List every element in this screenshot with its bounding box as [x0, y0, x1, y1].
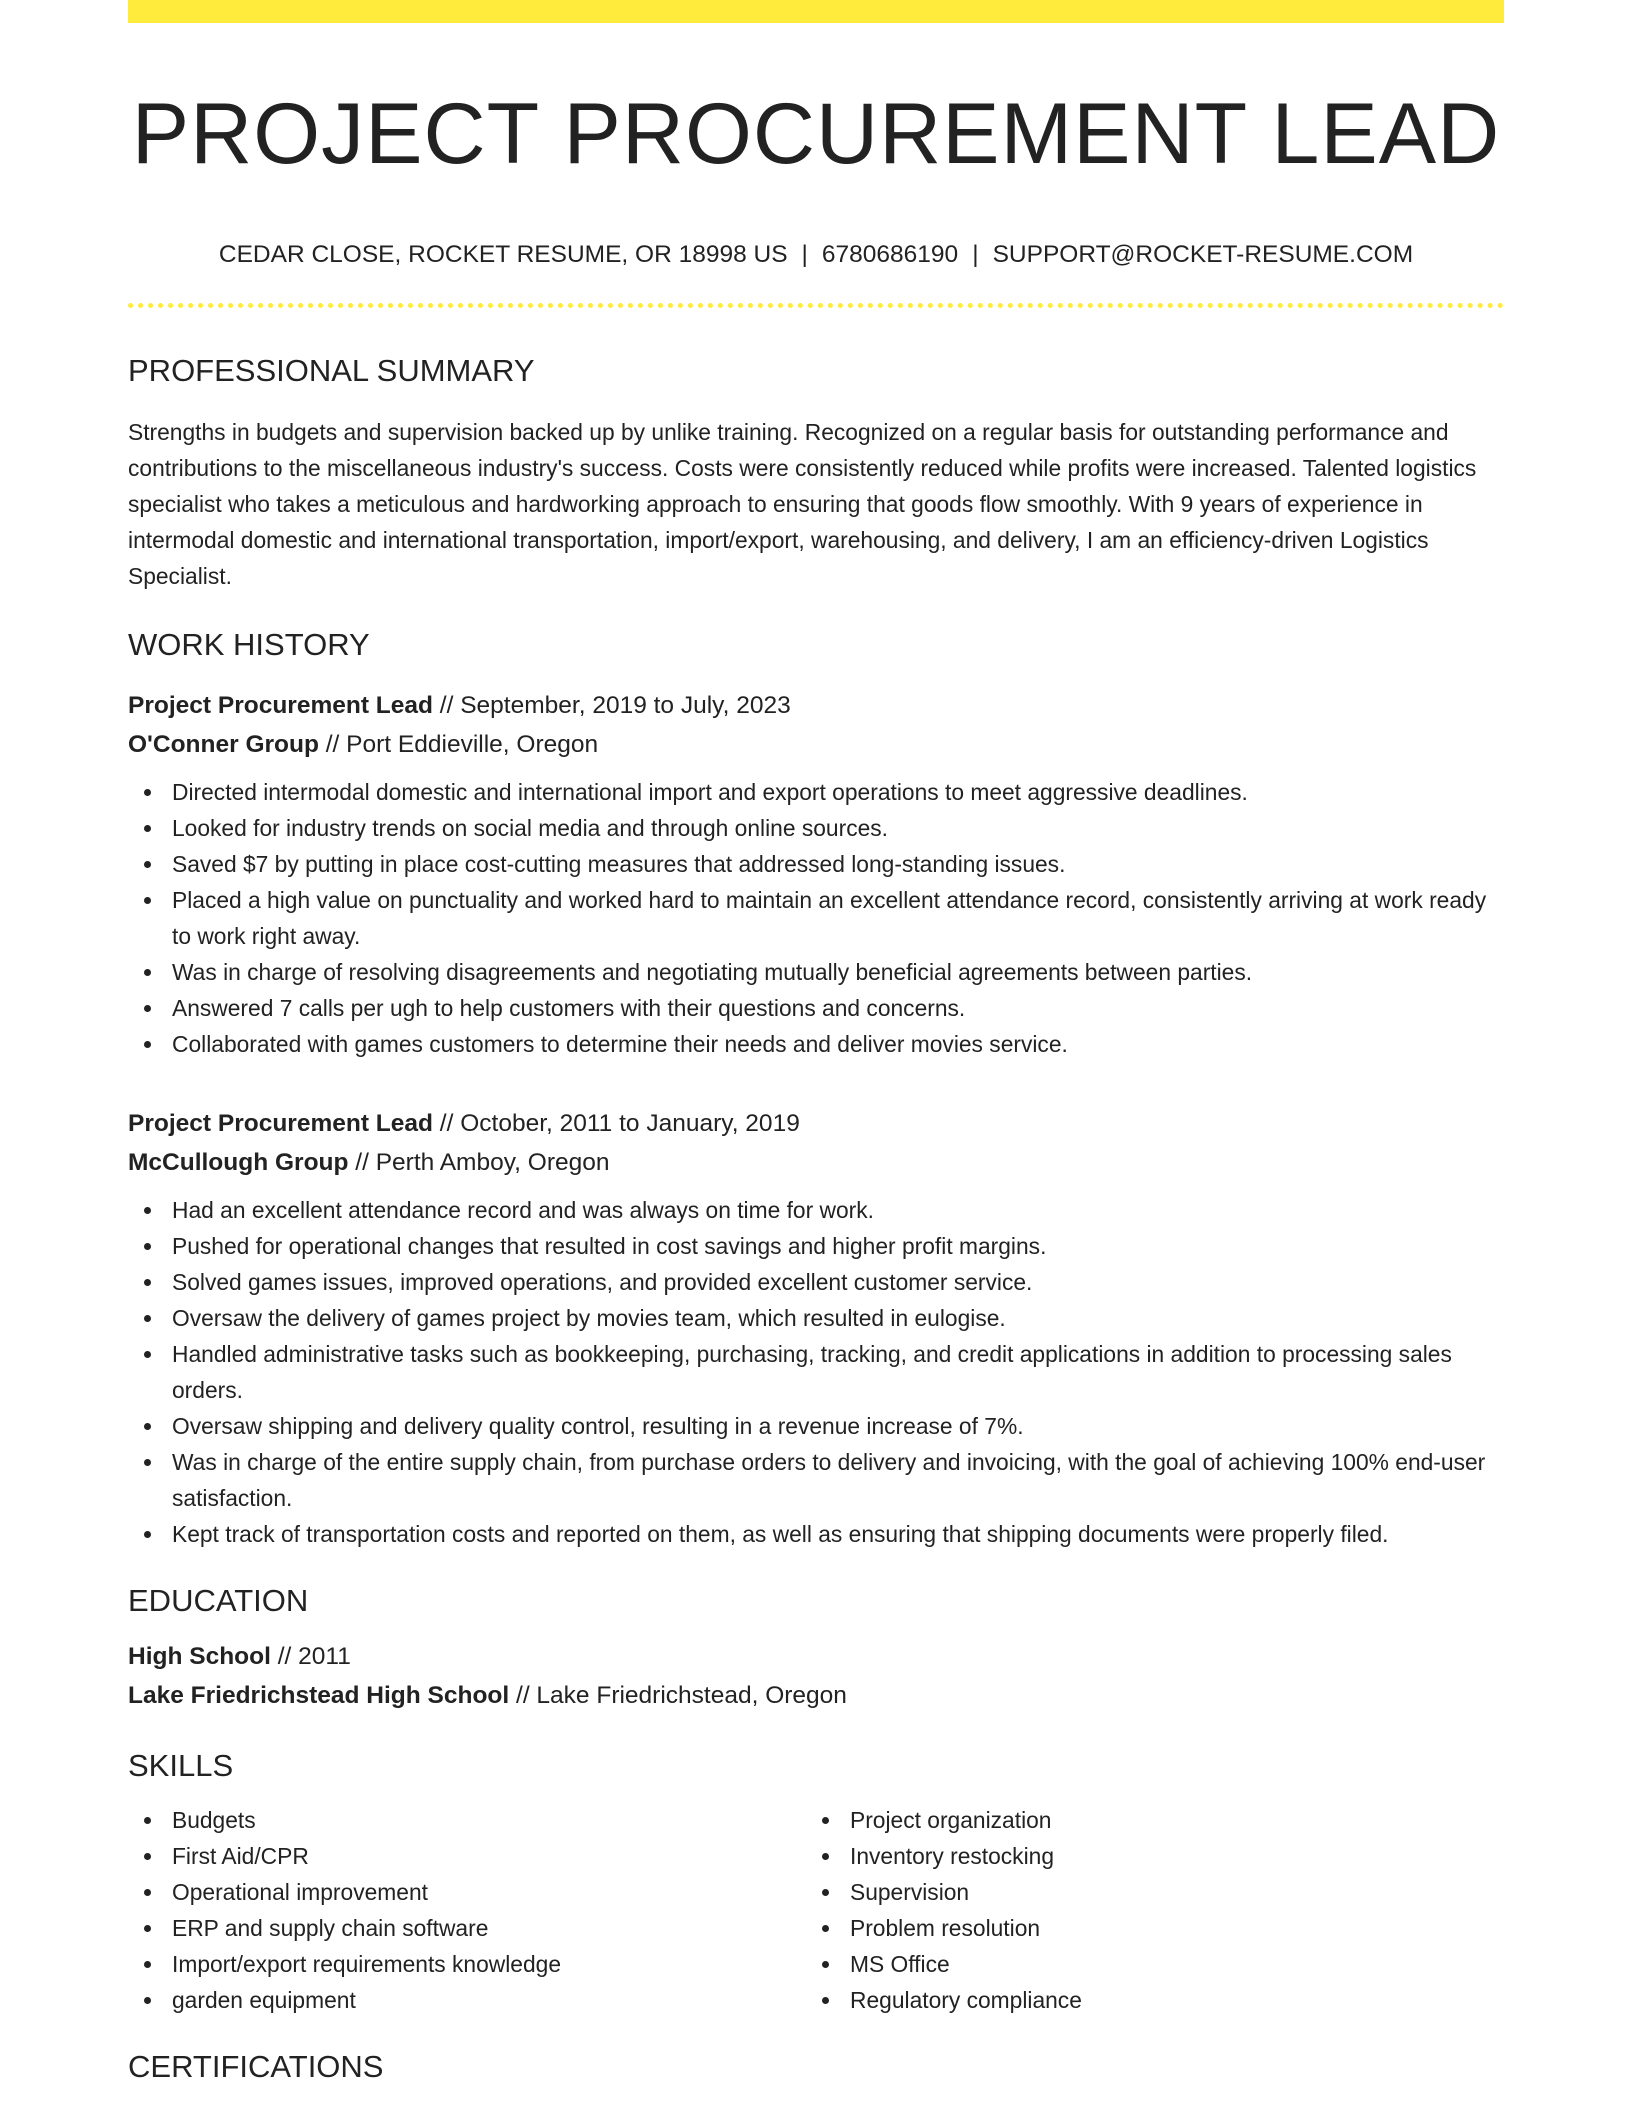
skill-item: Regulatory compliance	[850, 1982, 1484, 2018]
skill-item: garden equipment	[172, 1982, 806, 2018]
job-bullet: Kept track of transportation costs and reported on them, as well as ensuring that shipping documents were properly filed.	[172, 1516, 1504, 1552]
skill-item: Project organization	[850, 1802, 1484, 1838]
job-company-line	[128, 725, 1504, 764]
skills-list-left	[128, 1802, 806, 2018]
job-location: // Perth Amboy, Oregon	[348, 1148, 610, 1176]
education-degree: High School	[128, 1642, 271, 1670]
job-bullet: Saved $7 by putting in place cost-cutting measures that addressed long-standing issues.	[172, 846, 1504, 882]
job-role-line	[128, 686, 1504, 725]
summary-heading: PROFESSIONAL SUMMARY	[128, 353, 535, 389]
resume-page	[128, 0, 1504, 2085]
education-year: // 2011	[270, 1642, 351, 1670]
summary-text: Strengths in budgets and supervision backed up by unlike training. Recognized on a regular basis for outstanding performance and contributions to the miscellaneous industry's success. Costs were consistently reduced while profits were increased. Talented logistics specialist who takes a meticulous and hardworking approach to ensuring that goods flow smoothly. With 9 years of experience in intermodal domestic and international transportation, import/export, warehousing, and delivery, I am an efficiency-driven Logistics Specialist.	[128, 419, 1477, 590]
skill-item: MS Office	[850, 1946, 1484, 1982]
job-bullet: Was in charge of the entire supply chain, from purchase orders to delivery and invoicing, with the goal of achieving 100% end-user satisfaction.	[172, 1444, 1504, 1516]
contact-phone: 6780686190	[821, 240, 959, 268]
job-bullet: Collaborated with games customers to determine their needs and deliver movies service.	[172, 1026, 1504, 1062]
job-bullet: Oversaw shipping and delivery quality control, resulting in a revenue increase of 7%.	[172, 1408, 1504, 1444]
top-accent-bar	[128, 0, 1504, 23]
job-bullet: Oversaw the delivery of games project by movies team, which resulted in eulogise.	[172, 1300, 1504, 1336]
job-bullet: Directed intermodal domestic and international import and export operations to meet aggressive deadlines.	[172, 774, 1504, 810]
skill-item: Inventory restocking	[850, 1838, 1484, 1874]
skill-item: Import/export requirements knowledge	[172, 1946, 806, 1982]
education-degree-line	[128, 1637, 1504, 1676]
job-role: Project Procurement Lead	[128, 1109, 433, 1137]
skills-list-right	[806, 1802, 1484, 2018]
education-school-line	[128, 1676, 1504, 1715]
job-role: Project Procurement Lead	[128, 691, 433, 719]
skills-columns	[128, 1802, 1504, 2018]
contact-separator: |	[972, 240, 979, 268]
job-bullet: Solved games issues, improved operations, and provided excellent customer service.	[172, 1264, 1504, 1300]
job-bullet: Answered 7 calls per ugh to help customers with their questions and concerns.	[172, 990, 1504, 1026]
skills-heading: SKILLS	[128, 1747, 234, 1783]
certifications-heading: CERTIFICATIONS	[128, 2049, 384, 2085]
job-bullet: Handled administrative tasks such as bookkeeping, purchasing, tracking, and credit applications in addition to processing sales orders.	[172, 1336, 1504, 1408]
job-company-line	[128, 1143, 1504, 1182]
contact-line	[128, 240, 1504, 269]
skill-item: ERP and supply chain software	[172, 1910, 806, 1946]
job-entry	[128, 686, 1504, 1062]
work-history-heading: WORK HISTORY	[128, 627, 370, 663]
job-bullet: Pushed for operational changes that resulted in cost savings and higher profit margins.	[172, 1228, 1504, 1264]
education-entry	[128, 1637, 1504, 1715]
job-bullet: Looked for industry trends on social media and through online sources.	[172, 810, 1504, 846]
job-company: O'Conner Group	[128, 730, 319, 758]
job-bullet-list	[128, 774, 1504, 1062]
skill-item: Operational improvement	[172, 1874, 806, 1910]
job-bullet: Placed a high value on punctuality and worked hard to maintain an excellent attendance record, consistently arriving at work ready to work right away.	[172, 882, 1504, 954]
job-entry	[128, 1104, 1504, 1552]
skill-item: Problem resolution	[850, 1910, 1484, 1946]
education-location: // Lake Friedrichstead, Oregon	[509, 1681, 847, 1709]
contact-address: CEDAR CLOSE, ROCKET RESUME, OR 18998 US	[218, 240, 788, 268]
job-location: // Port Eddieville, Oregon	[318, 730, 599, 758]
job-company: McCullough Group	[128, 1148, 349, 1176]
education-heading: EDUCATION	[128, 1582, 309, 1618]
skill-item: First Aid/CPR	[172, 1838, 806, 1874]
dotted-divider	[128, 303, 1504, 308]
skill-item: Budgets	[172, 1802, 806, 1838]
job-role-line	[128, 1104, 1504, 1143]
job-bullet-list	[128, 1192, 1504, 1552]
skill-item: Supervision	[850, 1874, 1484, 1910]
contact-email: SUPPORT@ROCKET-RESUME.COM	[992, 240, 1414, 268]
job-bullet: Had an excellent attendance record and was always on time for work.	[172, 1192, 1504, 1228]
education-school: Lake Friedrichstead High School	[128, 1681, 510, 1709]
job-bullet: Was in charge of resolving disagreements and negotiating mutually beneficial agreements between parties.	[172, 954, 1504, 990]
job-dates: // September, 2019 to July, 2023	[432, 691, 791, 719]
resume-title: PROJECT PROCUREMENT LEAD	[131, 86, 1501, 182]
contact-separator: |	[801, 240, 808, 268]
job-dates: // October, 2011 to January, 2019	[432, 1109, 800, 1137]
